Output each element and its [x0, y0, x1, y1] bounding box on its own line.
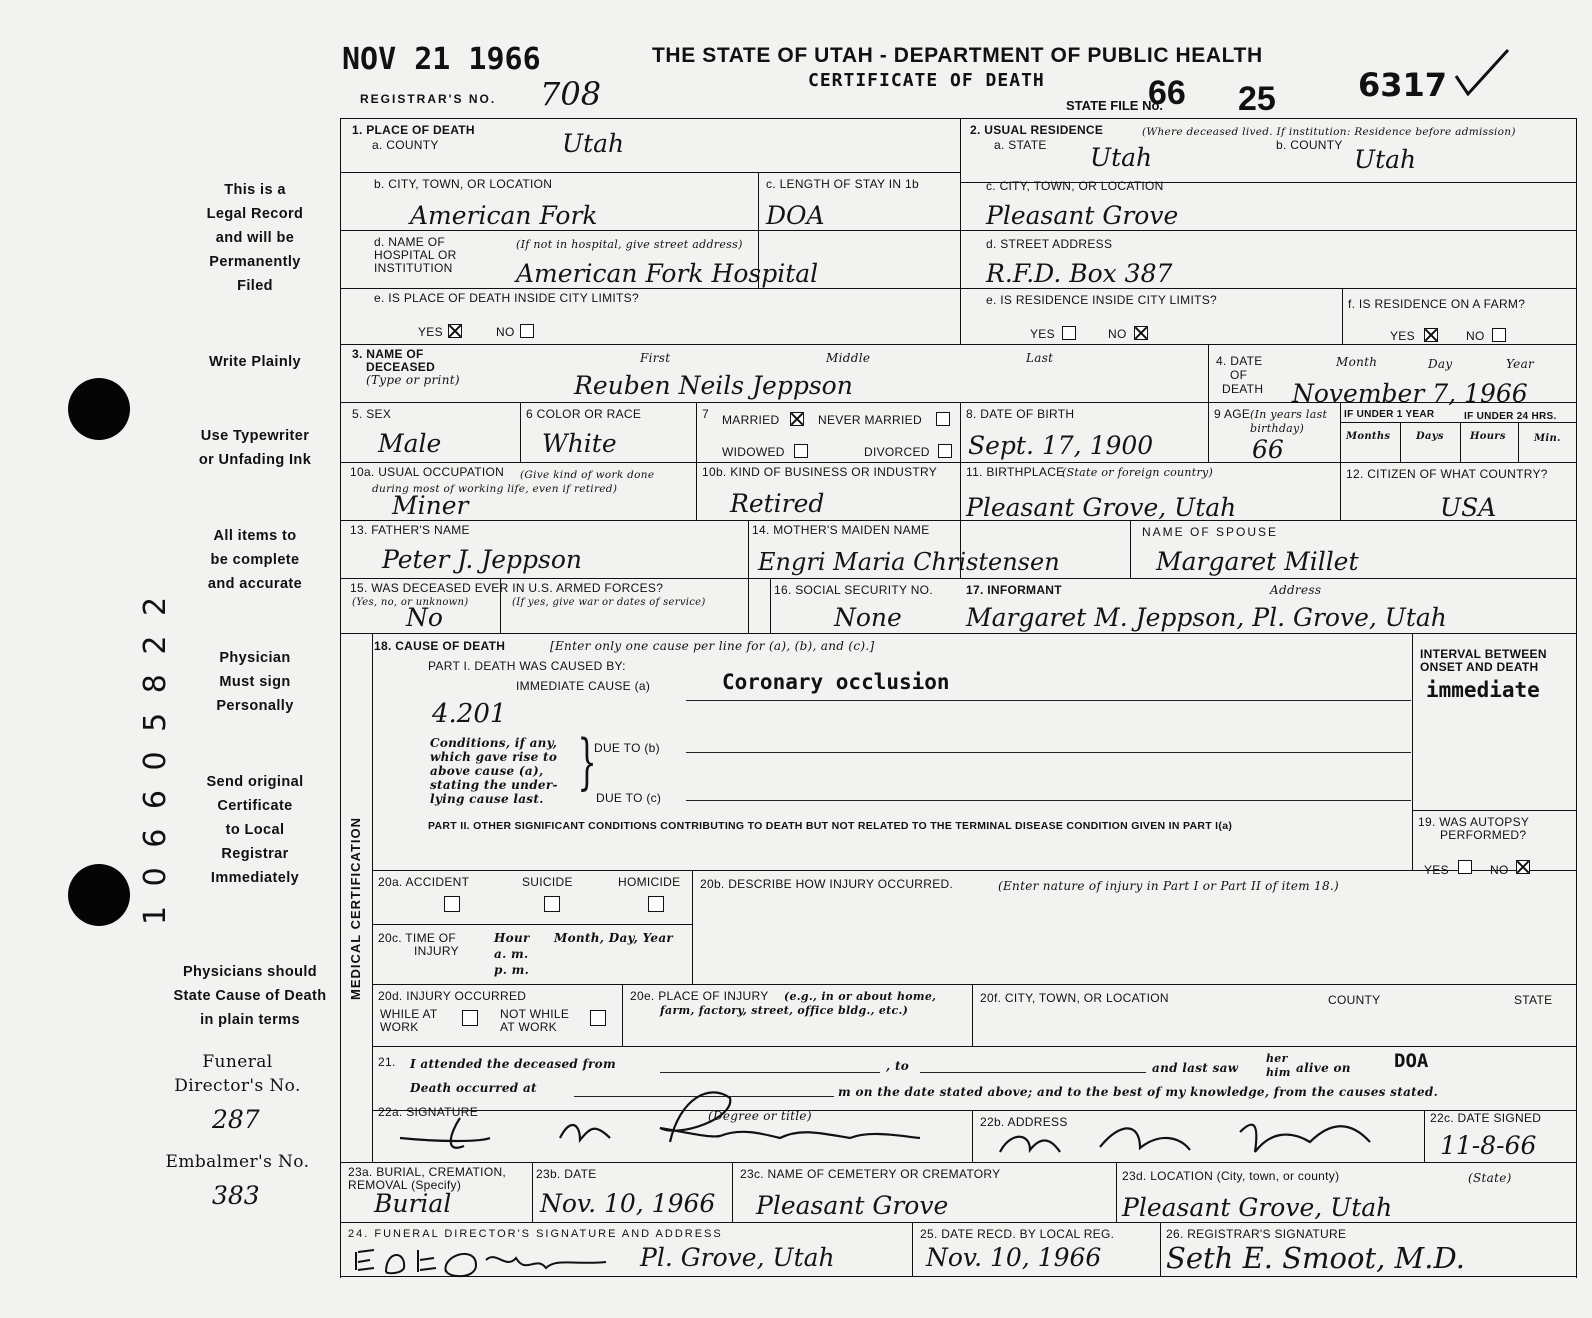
- value-business: Retired: [730, 489, 825, 518]
- value-burial-date: Nov. 10, 1966: [540, 1189, 716, 1218]
- label-spouse: NAME OF SPOUSE: [1142, 525, 1279, 539]
- sidebar-send-original: Send original Certificate to Local Registrar Immediately: [206, 774, 304, 886]
- state-department-heading: THE STATE OF UTAH - DEPARTMENT OF PUBLIC HEALTH: [652, 44, 1263, 67]
- label-hospital-note: (If not in hospital, give street address): [516, 238, 743, 251]
- value-hospital: American Fork Hospital: [516, 259, 819, 288]
- value-spouse: Margaret Millet: [1156, 547, 1359, 576]
- checkbox-accident[interactable]: [444, 896, 460, 912]
- label-her: her: [1266, 1052, 1288, 1065]
- label-autopsy-no: NO: [1490, 863, 1509, 877]
- value-citizen: USA: [1440, 493, 1497, 522]
- label-place-injury-note: (e.g., in or about home, farm, factory, street, office bldg., etc.): [660, 990, 937, 1017]
- state-file-number: 6317: [1358, 66, 1448, 104]
- checkbox-divorced[interactable]: [938, 444, 952, 458]
- label-knowledge: m on the date stated above; and to the best of my knowledge, from the causes stated.: [838, 1085, 1439, 1099]
- sidebar-write-plainly: Write Plainly: [209, 354, 301, 370]
- label-res-city: c. CITY, TOWN, OR LOCATION: [986, 179, 1164, 193]
- value-date-signed: 11-8-66: [1440, 1131, 1537, 1160]
- label-immediate-cause: IMMEDIATE CAUSE (a): [516, 679, 651, 693]
- label-to: , to: [886, 1059, 910, 1073]
- sidebar-legal-record: This is a Legal Record and will be Permanently Filed: [206, 182, 304, 294]
- label-business: 10b. KIND OF BUSINESS OR INDUSTRY: [702, 465, 938, 479]
- received-stamp: NOV 21 1966: [342, 42, 541, 77]
- label-year: Year: [1506, 357, 1535, 371]
- label-never-married: NEVER MARRIED: [818, 413, 922, 427]
- label-days: Days: [1416, 431, 1444, 442]
- label-street: d. STREET ADDRESS: [986, 237, 1113, 251]
- label-farm: f. IS RESIDENCE ON A FARM?: [1348, 297, 1526, 311]
- label-injury-city: 20f. CITY, TOWN, OR LOCATION: [980, 991, 1169, 1005]
- label-res-county: b. COUNTY: [1276, 138, 1343, 152]
- label-months: Months: [1346, 431, 1391, 442]
- punch-hole-bottom: [68, 864, 130, 926]
- value-informant: Margaret M. Jeppson, Pl. Grove, Utah: [966, 603, 1447, 632]
- label-injury-occurred: 20d. INJURY OCCURRED: [378, 989, 527, 1003]
- label-first: First: [640, 351, 671, 365]
- label-length-of-stay: c. LENGTH OF STAY IN 1b: [766, 177, 919, 191]
- label-residence-note: (Where deceased lived. If institution: Residence before admission): [1142, 126, 1516, 138]
- checkbox-res-inside-city-no[interactable]: [1134, 326, 1148, 340]
- state-file-label: STATE FILE No.: [1066, 98, 1164, 113]
- checkbox-suicide[interactable]: [544, 896, 560, 912]
- checkbox-death-inside-city-yes[interactable]: [448, 324, 462, 338]
- label-month: Month: [1336, 355, 1378, 369]
- label-race: 6 COLOR OR RACE: [526, 407, 642, 421]
- value-race: White: [542, 429, 617, 458]
- value-res-state: Utah: [1090, 143, 1153, 172]
- label-birthplace-note: (State or foreign country): [1062, 466, 1214, 479]
- serial-number: 1 0 6 6 0 5 8 2 2: [138, 591, 173, 925]
- label-attended: I attended the deceased from: [410, 1057, 616, 1071]
- label-cause-of-death: 18. CAUSE OF DEATH: [374, 639, 506, 653]
- value-date-of-death: November 7, 1966: [1292, 379, 1528, 408]
- sidebar-embalmer: Embalmer's No.: [165, 1152, 310, 1172]
- value-ssn: None: [834, 603, 902, 632]
- label-alive-on: alive on: [1296, 1061, 1351, 1075]
- sidebar-cause-plain: Physicians should State Cause of Death in plain terms: [173, 964, 327, 1028]
- certificate-title: CERTIFICATE OF DEATH: [808, 70, 1045, 91]
- label-while-at-work: WHILE AT WORK: [380, 1007, 438, 1034]
- label-occupation: 10a. USUAL OCCUPATION: [350, 465, 505, 479]
- value-city: American Fork: [410, 201, 598, 230]
- label-21: 21.: [378, 1055, 396, 1069]
- checkbox-while-at-work[interactable]: [462, 1010, 478, 1026]
- label-cemetery-location: 23d. LOCATION (City, town, or county): [1122, 1169, 1340, 1183]
- sidebar-typewriter: Use Typewriter or Unfading Ink: [198, 428, 312, 468]
- label-autopsy: 19. WAS AUTOPSY PERFORMED?: [1418, 815, 1530, 842]
- label-state-paren: (State): [1468, 1171, 1512, 1185]
- embalmer-no: 383: [212, 1181, 260, 1210]
- sidebar-funeral-director: Funeral Director's No.: [174, 1052, 301, 1096]
- label-suicide: SUICIDE: [522, 875, 573, 889]
- value-cemetery: Pleasant Grove: [756, 1191, 949, 1220]
- label-address-22b: 22b. ADDRESS: [980, 1115, 1068, 1129]
- label-armed-note-2: (If yes, give war or dates of service): [512, 597, 706, 608]
- label-sex: 5. SEX: [352, 407, 392, 421]
- value-dob: Sept. 17, 1900: [968, 431, 1154, 460]
- label-no-1: NO: [496, 325, 515, 339]
- registrar-no-label: REGISTRAR'S NO.: [360, 92, 497, 106]
- label-inside-city: e. IS PLACE OF DEATH INSIDE CITY LIMITS?: [374, 291, 639, 305]
- value-registrar-signature: Seth E. Smoot, M.D.: [1166, 1241, 1465, 1275]
- medical-certification-label: MEDICAL CERTIFICATION: [348, 816, 363, 1000]
- checkbox-death-inside-city-no[interactable]: [520, 324, 534, 338]
- label-occupation-note: (Give kind of work done during most of working life, even if retired): [372, 469, 655, 495]
- checkbox-married[interactable]: [790, 412, 804, 426]
- checkbox-autopsy-yes[interactable]: [1458, 860, 1472, 874]
- value-armed-forces: No: [406, 603, 443, 632]
- label-birthplace: 11. BIRTHPLACE: [966, 465, 1065, 479]
- label-hour: Hour: [494, 931, 530, 945]
- value-funeral-director-address: Pl. Grove, Utah: [640, 1243, 835, 1272]
- label-cause-note: [Enter only one cause per line for (a), (b), and (c).]: [550, 639, 875, 653]
- label-injury-how: 20b. DESCRIBE HOW INJURY OCCURRED.: [700, 877, 954, 891]
- punch-hole-top: [68, 378, 130, 440]
- value-birthplace: Pleasant Grove, Utah: [966, 493, 1237, 522]
- label-yes-1: YES: [418, 325, 443, 339]
- label-am: a. m.: [494, 947, 529, 961]
- label-mother: 14. MOTHER'S MAIDEN NAME: [752, 523, 930, 537]
- label-under-24-hrs: IF UNDER 24 HRS.: [1464, 411, 1557, 422]
- label-place-of-death: 1. PLACE OF DEATH: [352, 123, 475, 137]
- label-hours: Hours: [1470, 431, 1506, 442]
- value-age: 66: [1252, 435, 1284, 464]
- label-armed-note: (Yes, no, or unknown): [352, 597, 469, 608]
- label-cemetery: 23c. NAME OF CEMETERY OR CREMATORY: [740, 1167, 1001, 1181]
- label-hospital: d. NAME OF HOSPITAL OR INSTITUTION: [374, 235, 457, 275]
- value-burial: Burial: [374, 1189, 452, 1218]
- label-yes-3: YES: [1390, 329, 1415, 343]
- value-name: Reuben Neils Jeppson: [574, 371, 853, 400]
- checkbox-farm-no[interactable]: [1492, 328, 1506, 342]
- label-place-of-injury: 20e. PLACE OF INJURY: [630, 989, 769, 1003]
- label-no-2: NO: [1108, 327, 1127, 341]
- label-divorced: DIVORCED: [864, 445, 930, 459]
- checkbox-widowed[interactable]: [794, 444, 808, 458]
- value-occupation: Miner: [392, 491, 469, 520]
- value-alive-on: DOA: [1394, 1050, 1429, 1072]
- label-conditions: Conditions, if any, which gave rise to above cause (a), stating the under- lying cause last.: [430, 736, 558, 806]
- value-length-of-stay: DOA: [766, 201, 825, 230]
- label-city: b. CITY, TOWN, OR LOCATION: [374, 177, 553, 191]
- registrar-no-value: 708: [540, 75, 602, 113]
- value-street: R.F.D. Box 387: [986, 259, 1173, 288]
- label-armed-forces: 15. WAS DECEASED EVER IN U.S. ARMED FORCES?: [350, 581, 664, 595]
- label-funeral-director: 24. FUNERAL DIRECTOR'S SIGNATURE AND ADDRESS: [348, 1228, 723, 1240]
- checkbox-res-inside-city-yes[interactable]: [1062, 326, 1076, 340]
- label-informant: 17. INFORMANT: [966, 583, 1062, 597]
- label-registrar-signature: 26. REGISTRAR'S SIGNATURE: [1166, 1227, 1347, 1241]
- label-signature: 22a. SIGNATURE: [378, 1105, 479, 1119]
- label-accident: 20a. ACCIDENT: [378, 875, 470, 889]
- label-name-deceased: 3. NAME OF DECEASED (Type or print): [352, 347, 460, 387]
- label-middle: Middle: [826, 351, 871, 365]
- label-usual-residence: 2. USUAL RESIDENCE: [970, 123, 1104, 137]
- label-married: MARRIED: [722, 413, 780, 427]
- label-not-while-at-work: NOT WHILE AT WORK: [500, 1007, 570, 1034]
- physician-signature: [380, 1078, 940, 1162]
- checkmark-icon: [1452, 46, 1512, 100]
- label-burial-date: 23b. DATE: [536, 1167, 597, 1181]
- value-interval: immediate: [1426, 678, 1540, 702]
- label-interval: INTERVAL BETWEEN ONSET AND DEATH: [1420, 647, 1547, 674]
- funeral-director-no: 287: [212, 1105, 260, 1134]
- label-injury-county: COUNTY: [1328, 993, 1381, 1007]
- label-yes-2: YES: [1030, 327, 1055, 341]
- label-injury-state: STATE: [1514, 993, 1553, 1007]
- checkbox-farm-yes[interactable]: [1424, 328, 1438, 342]
- checkbox-autopsy-no[interactable]: [1516, 860, 1530, 874]
- label-time-of-injury: 20c. TIME OF INJURY: [378, 931, 459, 958]
- label-res-state: a. STATE: [994, 138, 1047, 152]
- label-death-occurred: Death occurred at: [410, 1081, 537, 1095]
- label-him: him: [1266, 1066, 1291, 1079]
- label-widowed: WIDOWED: [722, 445, 785, 459]
- label-day: Day: [1428, 357, 1453, 371]
- value-cemetery-location: Pleasant Grove, Utah: [1122, 1193, 1393, 1222]
- label-injury-how-note: (Enter nature of injury in Part I or Part II of item 18.): [998, 879, 1339, 893]
- label-last-saw: and last saw: [1152, 1061, 1239, 1075]
- label-due-to-c: DUE TO (c): [596, 791, 662, 805]
- label-autopsy-yes: YES: [1424, 863, 1449, 877]
- sidebar-physician-sign: Physician Must sign Personally: [216, 650, 294, 714]
- label-under-1-year: IF UNDER 1 YEAR: [1344, 409, 1435, 420]
- checkbox-homicide[interactable]: [648, 896, 664, 912]
- value-mother: Engri Maria Christensen: [758, 548, 1060, 576]
- label-pm: p. m.: [494, 963, 530, 977]
- funeral-director-signature: [346, 1240, 626, 1280]
- label-father: 13. FATHER'S NAME: [350, 523, 470, 537]
- label-age-note: (In years last birthday): [1250, 408, 1328, 435]
- value-date-received: Nov. 10, 1966: [926, 1243, 1102, 1272]
- label-citizen: 12. CITIZEN OF WHAT COUNTRY?: [1346, 467, 1548, 481]
- label-mdy: Month, Day, Year: [554, 931, 674, 945]
- value-disease-code: 4.201: [432, 699, 507, 729]
- label-degree: (Degree or title): [708, 1109, 812, 1123]
- checkbox-never-married[interactable]: [936, 412, 950, 426]
- value-county: Utah: [562, 129, 625, 158]
- value-immediate-cause: Coronary occlusion: [722, 670, 950, 694]
- label-last: Last: [1026, 351, 1054, 365]
- label-ssn: 16. SOCIAL SECURITY NO.: [774, 583, 933, 597]
- label-dob: 8. DATE OF BIRTH: [966, 407, 1075, 421]
- label-burial: 23a. BURIAL, CREMATION, REMOVAL (Specify): [348, 1165, 507, 1192]
- label-due-to-b: DUE TO (b): [594, 741, 660, 755]
- state-file-year: 66: [1148, 74, 1186, 112]
- value-father: Peter J. Jeppson: [382, 545, 583, 574]
- value-sex: Male: [378, 429, 442, 458]
- label-homicide: HOMICIDE: [618, 875, 681, 889]
- label-marital-num: 7: [702, 407, 709, 421]
- value-res-county: Utah: [1354, 145, 1417, 174]
- sidebar-complete: All items to be complete and accurate: [207, 528, 303, 592]
- label-date-received: 25. DATE RECD. BY LOCAL REG.: [920, 1227, 1115, 1241]
- label-min: Min.: [1534, 433, 1561, 444]
- label-no-3: NO: [1466, 329, 1485, 343]
- label-address: Address: [1270, 583, 1322, 597]
- label-age: 9 AGE: [1214, 407, 1251, 421]
- physician-address-signature: [990, 1112, 1390, 1162]
- label-county: a. COUNTY: [372, 138, 439, 152]
- label-date-signed: 22c. DATE SIGNED: [1430, 1111, 1542, 1125]
- checkbox-not-while-at-work[interactable]: [590, 1010, 606, 1026]
- label-date-of-death: 4. DATE OF DEATH: [1216, 354, 1264, 396]
- state-file-county: 25: [1238, 80, 1276, 118]
- label-part1: PART I. DEATH WAS CAUSED BY:: [428, 659, 626, 673]
- value-res-city: Pleasant Grove: [986, 201, 1179, 230]
- label-res-inside-city: e. IS RESIDENCE INSIDE CITY LIMITS?: [986, 293, 1217, 307]
- brace-icon: }: [577, 727, 597, 797]
- label-part2: PART II. OTHER SIGNIFICANT CONDITIONS CONTRIBUTING TO DEATH BUT NOT RELATED TO THE TERMINAL DISEASE CONDITION GIVEN IN PART I(a): [428, 820, 1233, 832]
